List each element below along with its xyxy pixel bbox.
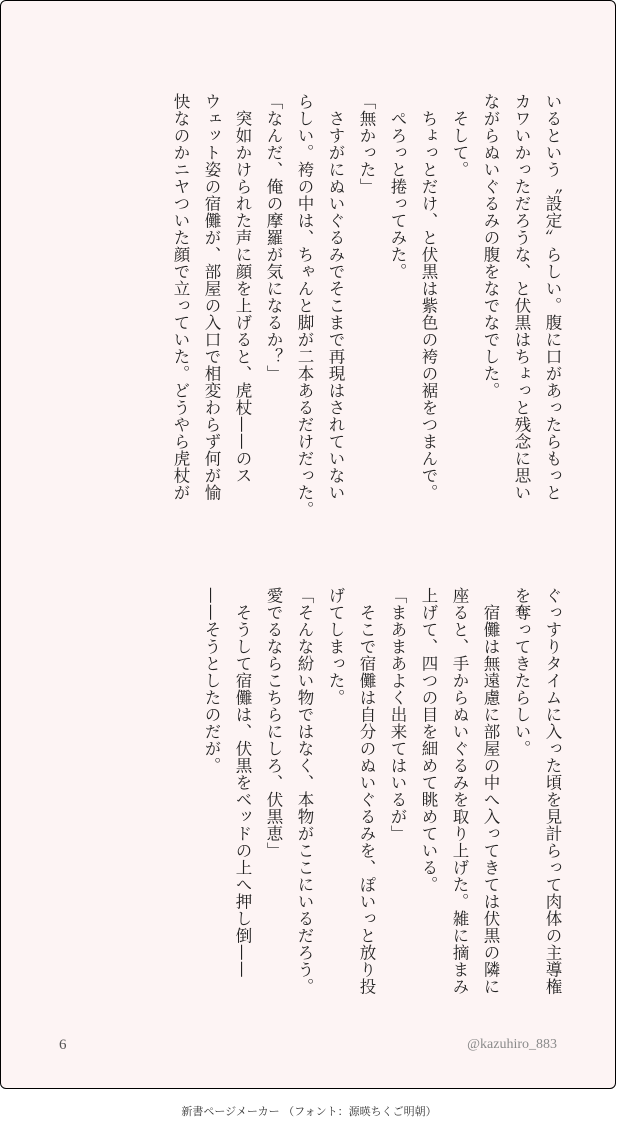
lower-text-block	[51, 587, 568, 1017]
upper-text-block	[51, 93, 568, 523]
text-line: 宿儺は無遠慮に部屋の中へ入ってきては伏黒の隣に	[481, 603, 500, 995]
text-line: を奪ってきたらしい。	[512, 587, 531, 757]
text-line: ウェット姿の宿儺が、部屋の入口で相変わらず何が愉	[202, 93, 221, 501]
text-line: ちょっとだけ、と伏黒は紫色の袴の裾をつまんで。	[419, 109, 438, 501]
text-line: げてしまった。	[326, 587, 345, 706]
text-line: そして。	[450, 109, 469, 178]
text-line: 座ると、手からぬいぐるみを取り上げた。雑に摘まみ	[450, 587, 469, 995]
text-line: ぺろっと捲ってみた。	[388, 109, 407, 280]
text-line: 突如かけられた声に顔を上げると、虎杖——のス	[233, 109, 252, 484]
text-line: ——そうとしたのだが。	[202, 587, 221, 774]
text-line: そうして宿儺は、伏黒をベッドの上へ押し倒——	[233, 603, 252, 978]
page-number: 6	[59, 1037, 67, 1053]
dialogue-line: 「なんだ、俺の摩羅が気になるか？」	[264, 93, 283, 382]
text-line: ぐっすりタイムに入った頃を見計らって肉体の主導権	[543, 587, 562, 995]
text-line: さすがにぬいぐるみでそこまで再現はされていない	[326, 109, 345, 501]
text-line: らしい。袴の中は、ちゃんと脚が二本あるだけだった。	[295, 93, 314, 518]
text-line: 快なのかニヤついた顔で立っていた。どうやら虎杖が	[171, 93, 190, 501]
text-line: 上げて、四つの目を細めて眺めている。	[419, 587, 438, 893]
text-line: カワいかっただろうな、と伏黒はちょっと残念に思い	[512, 93, 531, 501]
text-line: ながらぬいぐるみの腹をなでなでした。	[481, 93, 500, 399]
dialogue-line: 「無かった」	[357, 93, 376, 195]
generator-credit: 新書ページメーカー （フォント：源暎ちくご明朝）	[181, 1105, 437, 1118]
dialogue-line: 「まあまあよく出来てはいるが」	[388, 587, 407, 842]
dialogue-line: 愛でるならこちらにしろ、伏黒恵」	[264, 587, 283, 859]
text-line: そこで宿儺は自分のぬいぐるみを、ぽいっと放り投	[357, 603, 376, 995]
author-handle: @kazuhiro_883	[467, 1037, 557, 1052]
dialogue-line: 「そんな紛い物ではなく、本物がここにいるだろう。	[295, 587, 314, 995]
text-line: いるという〝設定〟らしい。腹に口があったらもっと	[543, 93, 562, 501]
